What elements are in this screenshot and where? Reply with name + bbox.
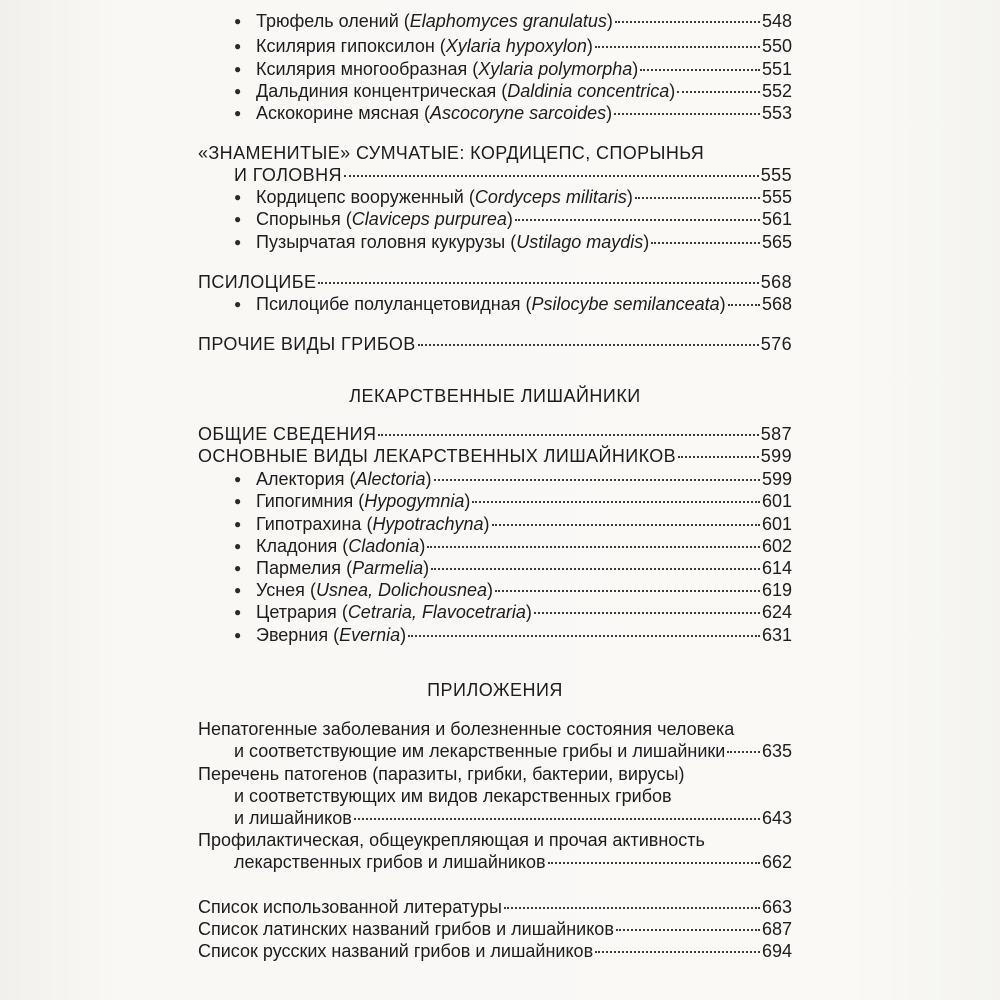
page-number: 624 (761, 602, 792, 622)
page-number: 550 (761, 36, 792, 56)
toc-entry[interactable]: ● Кладония (Cladonia) 602 (234, 536, 792, 556)
toc-entry[interactable]: ● Псилоцибе полуланцетовидная (Psilocybe semilanceata) 568 (234, 294, 792, 314)
toc-entry[interactable]: ● Спорынья (Claviceps purpurea) 561 (234, 209, 792, 229)
toc-entry[interactable]: ● Уснея (Usnea, Dolichousnea) 619 (234, 580, 792, 600)
toc-entry[interactable]: ● Эверния (Evernia) 631 (234, 625, 792, 645)
toc-entry[interactable]: ● Ксилярия гипоксилон (Xylaria hypoxylon) 550 (234, 36, 792, 56)
page-number: 553 (761, 103, 792, 123)
appendix-title: Перечень патогенов (паразиты, грибки, бактерии, вирусы) (198, 764, 685, 784)
toc-entry[interactable]: ● Цетрария (Cetraria, Flavocetraria) 624 (234, 602, 792, 622)
page-number: 599 (760, 446, 792, 466)
toc-entry[interactable]: ПСИЛОЦИБЕ 568 (198, 272, 792, 292)
part-heading: ЛЕКАРСТВЕННЫЕ ЛИШАЙНИКИ (349, 386, 641, 406)
page-number: 601 (761, 514, 792, 534)
page-number: 614 (761, 558, 792, 578)
bullet-icon: ● (234, 605, 242, 619)
toc-entry[interactable]: лекарственных грибов и лишайников 662 (234, 852, 792, 872)
page-number: 548 (761, 11, 792, 31)
toc-entry[interactable]: Список использованной литературы 663 (198, 897, 792, 917)
page-number: 662 (761, 852, 792, 872)
section-title: «ЗНАМЕНИТЫЕ» СУМЧАТЫЕ: КОРДИЦЕПС, СПОРЫНЬЯ (198, 143, 705, 163)
bullet-icon: ● (234, 561, 242, 575)
toc-entry[interactable]: ● Гипотрахина (Hypotrachyna) 601 (234, 514, 792, 534)
page-number: 619 (761, 580, 792, 600)
bullet-icon: ● (234, 212, 242, 226)
page-number: 568 (760, 272, 792, 292)
toc-entry[interactable]: ● Кордицепс вооруженный (Cordyceps militaris) 555 (234, 187, 792, 207)
toc-entry[interactable]: ОБЩИЕ СВЕДЕНИЯ 587 (198, 424, 792, 444)
appendix-title: и соответствующих им видов лекарственных грибов (234, 786, 672, 806)
page-number: 555 (760, 165, 792, 185)
toc-entry[interactable]: Список латинских названий грибов и лишайников 687 (198, 919, 792, 939)
bullet-icon: ● (234, 628, 242, 642)
page-number: 587 (760, 424, 792, 444)
toc-entry[interactable]: ● Трюфель олений (Elaphomyces granulatus) 548 (234, 11, 792, 31)
bullet-icon: ● (234, 190, 242, 204)
appendix-title: Профилактическая, общеукрепляющая и прочая активность (198, 830, 705, 850)
bullet-icon: ● (234, 39, 242, 53)
toc-entry[interactable]: ● Пармелия (Parmelia) 614 (234, 558, 792, 578)
bullet-icon: ● (234, 539, 242, 553)
page-number: 599 (761, 469, 792, 489)
page-number: 551 (761, 59, 792, 79)
bullet-icon: ● (234, 14, 242, 28)
bullet-icon: ● (234, 494, 242, 508)
bullet-icon: ● (234, 472, 242, 486)
bullet-icon: ● (234, 62, 242, 76)
page-number: 565 (761, 232, 792, 252)
toc-entry[interactable]: ● Пузырчатая головня кукурузы (Ustilago maydis) 565 (234, 232, 792, 252)
page-number: 687 (761, 919, 792, 939)
toc-entry[interactable]: ● Ксилярия многообразная (Xylaria polymorpha) 551 (234, 59, 792, 79)
page-number: 552 (761, 81, 792, 101)
page-number: 643 (761, 808, 792, 828)
page-number: 601 (761, 491, 792, 511)
toc-entry[interactable]: ОСНОВНЫЕ ВИДЫ ЛЕКАРСТВЕННЫХ ЛИШАЙНИКОВ 599 (198, 446, 792, 466)
page-number: 694 (761, 941, 792, 961)
page-number: 576 (760, 334, 792, 354)
part-heading: ПРИЛОЖЕНИЯ (427, 680, 563, 700)
page-number: 631 (761, 625, 792, 645)
toc-entry[interactable]: и соответствующие им лекарственные грибы и лишайники 635 (234, 741, 792, 761)
toc-entry[interactable]: и лишайников 643 (234, 808, 792, 828)
page-number: 555 (761, 187, 792, 207)
bullet-icon: ● (234, 297, 242, 311)
bullet-icon: ● (234, 84, 242, 98)
page-number: 561 (761, 209, 792, 229)
page-number: 663 (761, 897, 792, 917)
toc-entry[interactable]: ● Аскокорине мясная (Ascocoryne sarcoides) 553 (234, 103, 792, 123)
bullet-icon: ● (234, 235, 242, 249)
bullet-icon: ● (234, 583, 242, 597)
page-number: 568 (761, 294, 792, 314)
page-number: 602 (761, 536, 792, 556)
bullet-icon: ● (234, 517, 242, 531)
toc-entry[interactable]: Список русских названий грибов и лишайников 694 (198, 941, 792, 961)
toc-entry[interactable]: ● Алектория (Alectoria) 599 (234, 469, 792, 489)
page-number: 635 (761, 741, 792, 761)
bullet-icon: ● (234, 106, 242, 120)
toc-entry[interactable]: И ГОЛОВНЯ 555 (234, 165, 792, 185)
toc-entry[interactable]: ПРОЧИЕ ВИДЫ ГРИБОВ 576 (198, 334, 792, 354)
toc-entry[interactable]: ● Гипогимния (Hypogymnia) 601 (234, 491, 792, 511)
toc-entry[interactable]: ● Дальдиния концентрическая (Daldinia concentrica) 552 (234, 81, 792, 101)
appendix-title: Непатогенные заболевания и болезненные состояния человека (198, 719, 735, 739)
